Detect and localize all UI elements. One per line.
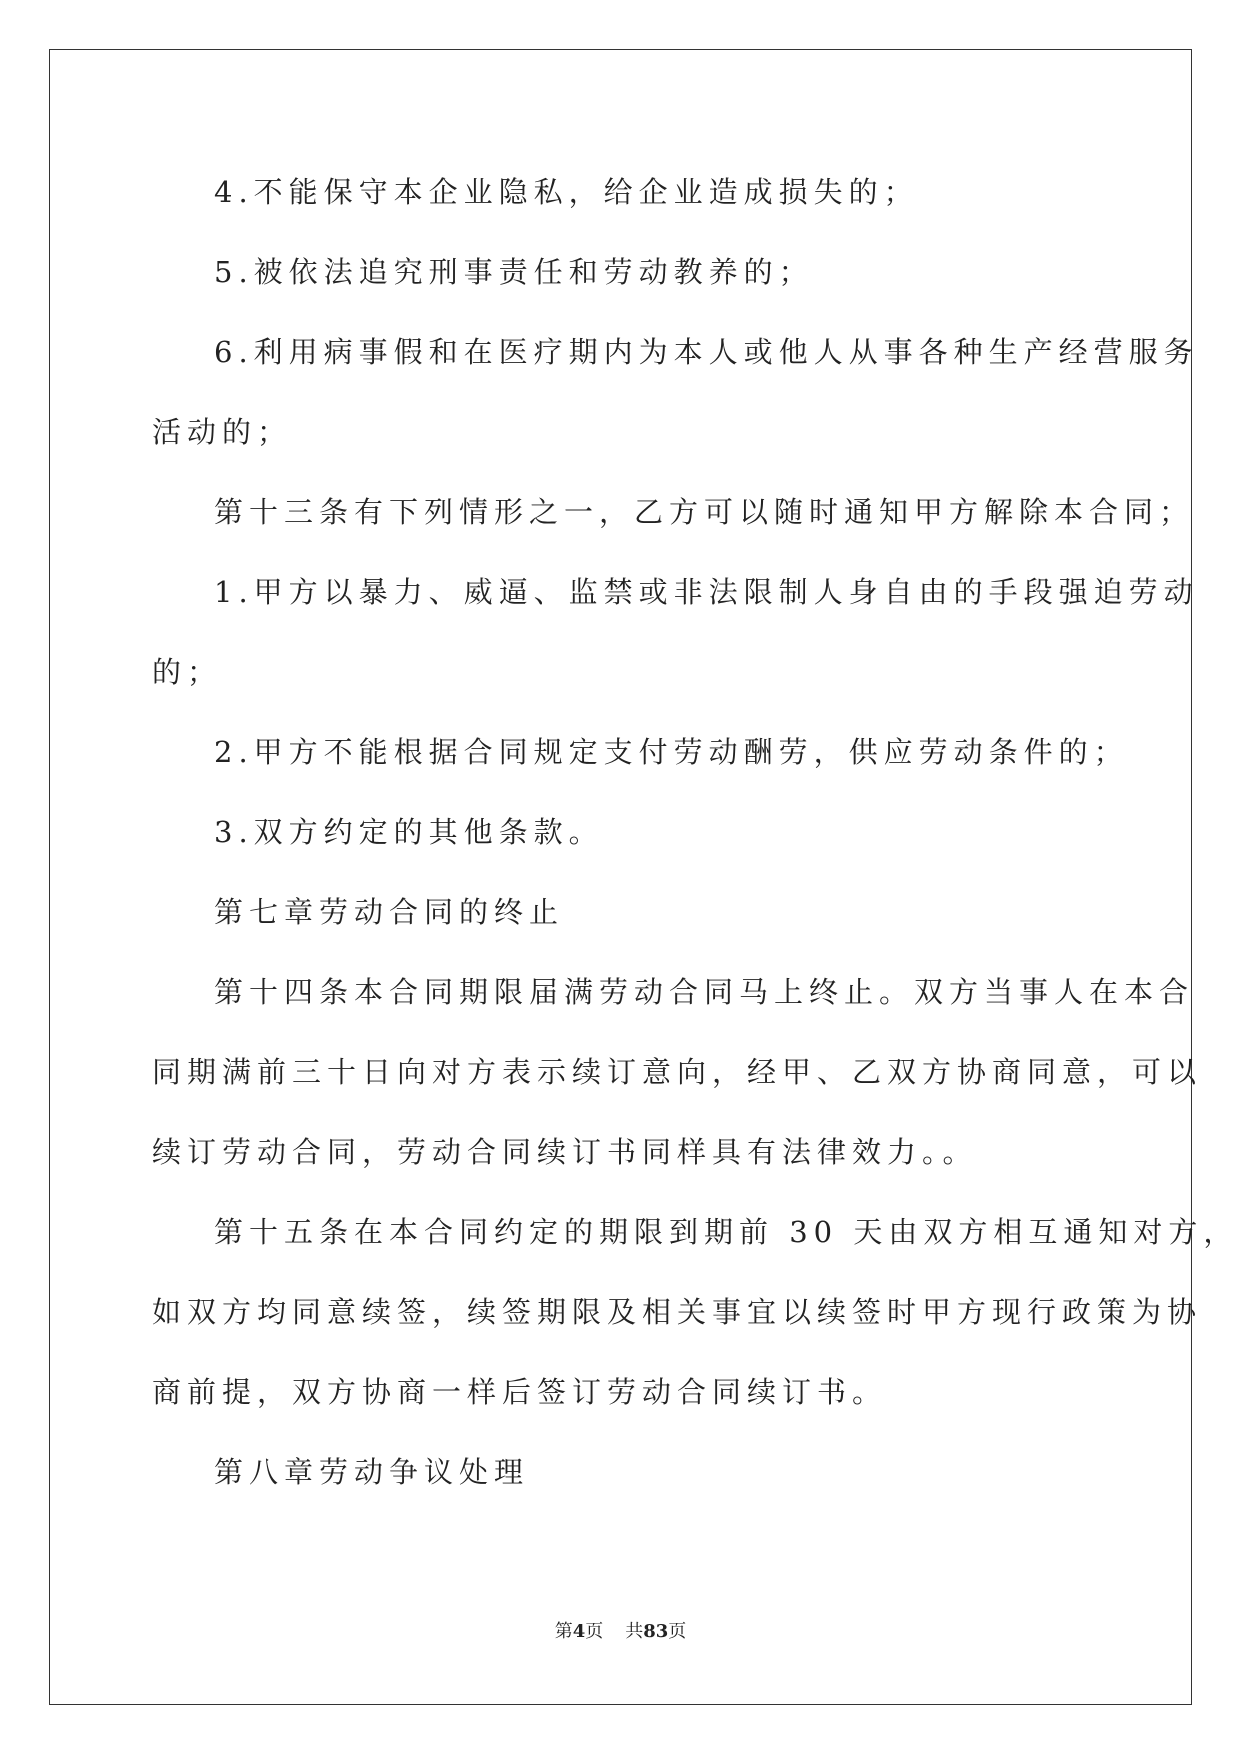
paragraph-line: 商前提，双方协商一样后签订劳动合同续订书。 (152, 1375, 888, 1409)
page-footer (0, 1620, 1241, 1644)
paragraph-line: 5.被依法追究刑事责任和劳动教养的； (214, 255, 814, 289)
paragraph-line: 如双方均同意续签，续签期限及相关事宜以续签时甲方现行政策为协 (152, 1295, 1203, 1329)
chapter-heading: 第七章劳动合同的终止 (214, 895, 565, 929)
paragraph-line: 的； (152, 655, 223, 689)
paragraph-line: 1.甲方以暴力、威逼、监禁或非法限制人身自由的手段强迫劳动 (214, 575, 1199, 609)
chapter-heading: 第八章劳动争议处理 (214, 1455, 530, 1489)
paragraph-line: 第十四条本合同期限届满劳动合同马上终止。双方当事人在本合 (214, 975, 1195, 1009)
paragraph-line: 第十五条在本合同约定的期限到期前 30 天由双方相互通知对方， (214, 1215, 1239, 1249)
page-prefix: 第 (554, 1621, 573, 1642)
paragraph-line: 4.不能保守本企业隐私，给企业造成损失的； (214, 175, 919, 209)
paragraph-line: 活动的； (152, 415, 293, 449)
paragraph-line: 6.利用病事假和在医疗期内为本人或他人从事各种生产经营服务 (214, 335, 1199, 369)
paragraph-line: 第十三条有下列情形之一，乙方可以随时通知甲方解除本合同； (214, 495, 1195, 529)
paragraph-line: 3.双方约定的其他条款。 (214, 815, 604, 849)
paragraph-line: 2.甲方不能根据合同规定支付劳动酬劳，供应劳动条件的； (214, 735, 1129, 769)
page-number: 4 (572, 1621, 586, 1642)
total-prefix: 共 (625, 1621, 644, 1642)
page-suffix: 页 (585, 1621, 604, 1642)
total-suffix: 页 (668, 1621, 687, 1642)
paragraph-line: 同期满前三十日向对方表示续订意向，经甲、乙双方协商同意，可以 (152, 1055, 1203, 1089)
paragraph-line: 续订劳动合同，劳动合同续订书同样具有法律效力。。 (152, 1135, 978, 1169)
total-pages: 83 (643, 1621, 669, 1642)
